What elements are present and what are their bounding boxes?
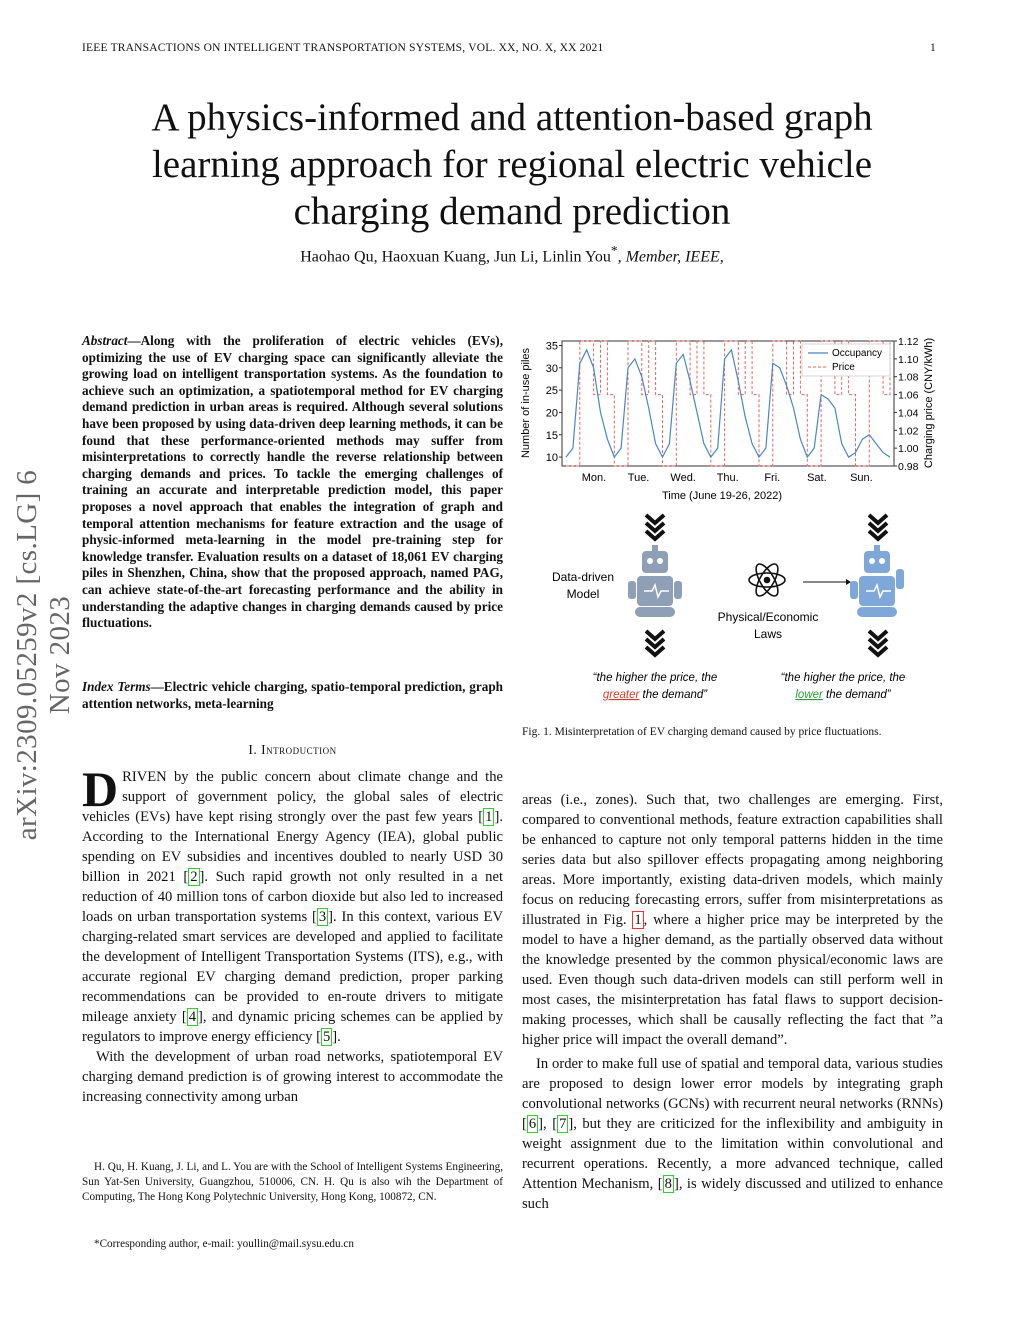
section-title: Introduction bbox=[261, 742, 337, 757]
quote-right-emphasis: lower bbox=[795, 689, 823, 701]
left-tick-label: 25 bbox=[545, 385, 558, 398]
robot-right-icon bbox=[850, 545, 904, 617]
member-ieee: , Member, IEEE, bbox=[617, 248, 724, 266]
citation-link[interactable]: 1 bbox=[485, 809, 493, 825]
quote-right-line-1: “the higher the price, the bbox=[780, 672, 906, 684]
right-tick-label: 1.10 bbox=[898, 353, 919, 366]
left-axis-ticks bbox=[546, 340, 562, 464]
left-tick-label: 35 bbox=[545, 340, 558, 353]
citation-link[interactable]: 2 bbox=[190, 869, 198, 885]
running-header: IEEE TRANSACTIONS ON INTELLIGENT TRANSPORTATION SYSTEMS, VOL. XX, NO. X, XX 2021 bbox=[82, 42, 604, 54]
atom-icon bbox=[749, 561, 785, 599]
citation-link[interactable]: 4 bbox=[188, 1009, 197, 1025]
right-tick-label: 1.00 bbox=[898, 443, 919, 456]
quote-left-emphasis: greater bbox=[602, 689, 640, 701]
right-tick-label: 1.12 bbox=[898, 336, 919, 348]
drop-cap: D bbox=[82, 761, 119, 817]
left-axis-label: Number of in-use piles bbox=[520, 347, 532, 459]
right-tick-label: 0.98 bbox=[898, 461, 919, 473]
affiliation-footnote: H. Qu, H. Kuang, J. Li, and L. You are with the School of Intelligent Systems Engineering, Sun Yat-Sen University, Guangzhou, 510006, CN. H. Qu is also wih the Department of Computing, The Hong Kong Polytechnic University, Hong Kong, 100872, CN. bbox=[82, 1161, 503, 1203]
robot-icon bbox=[628, 545, 682, 617]
corresponding-star: * bbox=[610, 243, 618, 258]
left-tick-label: 30 bbox=[545, 362, 558, 375]
quote-left-line-1: “the higher the price, the bbox=[592, 672, 718, 684]
right-axis-ticks bbox=[894, 336, 919, 473]
left-tick-label: 10 bbox=[545, 452, 558, 465]
day-tick-label: Tue. bbox=[627, 472, 650, 484]
arxiv-identifier: arXiv:2309.05259v2 [cs.LG] 6 Nov 2023 bbox=[11, 469, 76, 841]
day-tick-label: Mon. bbox=[581, 472, 607, 484]
quote-left-tail: the demand” bbox=[639, 689, 708, 701]
abstract-text: —Along with the proliferation of electric vehicles (EVs), optimizing the use of EV charging space can significantly alleviate the growing load on intelligent transportation systems. As the foundation to achieve such an optimization, a spatiotemporal method for EV charging demand prediction in urban areas is required. Although several solutions have been proposed by using data-driven deep learning methods, it can be found that these performance-oriented methods may suffer from misinterpretations to correctly handle the reverse relationship between charging demands and prices. To tackle the emerging challenges of training an accurate and interpretable prediction model, this paper proposes a novel approach that enables the integration of graph and temporal attention mechanisms for feature extraction and the usage of physic-informed meta-learning in the model pre-training step for knowledge transfer. Evaluation results on a dataset of 18,061 EV charging piles in Shenzhen, China, show that the proposed approach, named PAG, can achieve state-of-the-art forecasting performance and the ability in understanding the adaptive changes in charging demands caused by price fluctuations. bbox=[82, 333, 503, 631]
citation-link[interactable]: 6 bbox=[528, 1116, 537, 1132]
day-tick-label: Wed. bbox=[670, 472, 696, 484]
citation-link[interactable]: 5 bbox=[322, 1029, 331, 1045]
intro-left-column bbox=[82, 761, 504, 1107]
physical-laws-label-2: Laws bbox=[753, 627, 783, 641]
right-tick-label: 1.08 bbox=[898, 371, 919, 384]
section-heading bbox=[82, 742, 503, 758]
x-axis-label: Time (June 19-26, 2022) bbox=[661, 490, 783, 502]
paper-title: A physics-informed and attention-based graph learning approach for regional electric vehicle charging demand prediction bbox=[151, 96, 873, 233]
data-driven-label-2: Model bbox=[566, 587, 600, 601]
right-paragraph-1: areas (i.e., zones). Such that, two challenges are emerging. First, compared to conventional methods, feature extraction capabilities shall be enhanced to capture not only temporal patterns hidden in the time series data but also spillover effects propagating among neighboring areas. More importantly, existing data-driven models, which mainly focus on reducing forecasting errors, suffer from misinterpretations as illustrated in Fig. 1 , where a higher price may be interpreted by the model to have a higher demand, as the partially observed data without the knowledge presented by the common physical/economic laws are used. Even though such data-driven models can still perform well in most cases, the misinterpretation has fatal flaws to support decision-making processes, which shall be causally reflecting the fact that ”a higher price will impact the overall demand”. bbox=[522, 792, 943, 1048]
legend-price-label: Price bbox=[832, 362, 855, 373]
left-tick-label: 15 bbox=[545, 429, 558, 442]
citation-link[interactable]: 8 bbox=[664, 1176, 672, 1192]
citation-link[interactable]: 3 bbox=[318, 909, 327, 925]
index-terms-label: Index Terms bbox=[82, 679, 151, 694]
quote-right-line-2 bbox=[795, 689, 891, 701]
x-axis-ticks bbox=[582, 472, 873, 484]
quote-right-tail: the demand” bbox=[822, 689, 891, 701]
abstract-label: Abstract bbox=[82, 333, 128, 348]
corresponding-footnote: *Corresponding author, e-mail: youllin@mail.sysu.edu.cn bbox=[94, 1238, 354, 1250]
chart-legend bbox=[802, 344, 890, 376]
right-tick-label: 1.02 bbox=[898, 425, 919, 438]
intro-right-column bbox=[522, 790, 943, 1214]
author-line bbox=[100, 243, 924, 266]
figure-1 bbox=[518, 333, 948, 713]
page-number: 1 bbox=[930, 42, 936, 54]
day-tick-label: Fri. bbox=[764, 472, 781, 484]
index-terms bbox=[82, 679, 503, 712]
index-terms-text: —Electric vehicle charging, spatio-temporal prediction, graph attention networks, meta-learning bbox=[82, 679, 503, 711]
legend-occupancy-label: Occupancy bbox=[832, 348, 883, 359]
citation-link[interactable]: 7 bbox=[559, 1116, 567, 1132]
physical-laws-label: Physical/Economic bbox=[717, 610, 819, 624]
quote-left-line-2 bbox=[603, 689, 708, 701]
abstract bbox=[82, 333, 503, 632]
data-driven-label: Data-driven bbox=[551, 570, 615, 584]
left-tick-label: 20 bbox=[545, 407, 558, 420]
day-tick-label: Sun. bbox=[850, 472, 873, 484]
intro-paragraph-2: With the development of urban road networks, spatiotemporal EV charging demand prediction is of growing interest to accommodate the increasing connectivity among urban bbox=[82, 1049, 503, 1105]
intro-paragraph-1: DRIVEN by the public concern about climate change and the support of government policy, the global sales of electric vehicles (EVs) have kept rising strongly over the past few years [ 1 ]. According to the International Energy Agency (IEA), global public spending on EV subsidies and incentives doubled to nearly USD 30 billion in 2021 [ 2 ]. Such rapid growth not only resulted in a net reduction of 40 million tons of carbon dioxide but also led to increased loads on urban transportation systems [ 3 ]. In this context, various EV charging-related smart services are developed and applied to facilitate the development of Intelligent Transportation Systems (ITS), e.g., with accurate regional EV charging demand prediction, proper parking recommendations can be provided to en-route drivers to mitigate mileage anxiety [ 4 ], and dynamic pricing schemes can be applied by regulators to improve energy efficiency [ 5 ]. bbox=[82, 761, 504, 1045]
right-paragraph-2: In order to make full use of spatial and temporal data, various studies are proposed to design lower error models by integrating graph convolutional networks (GCNs) with recurrent neural networks (RNNs) [ 6 ], [ 7 ], but they are criticized for the inflexibility and ambiguity in weight assignment due to the limitation within convolutional and recurrent operations. Recently, a more advanced technique, called Attention Mechanism, [ 8 ], is widely discussed and utilized to enhance such bbox=[522, 1056, 943, 1212]
right-tick-label: 1.06 bbox=[898, 389, 919, 402]
day-tick-label: Thu. bbox=[716, 472, 739, 484]
figure-reference-link[interactable]: 1 bbox=[634, 912, 642, 928]
author-names: Haohao Qu, Haoxuan Kuang, Jun Li, Linlin You bbox=[300, 248, 611, 266]
right-tick-label: 1.04 bbox=[898, 407, 919, 420]
section-number: I. bbox=[248, 742, 258, 757]
right-axis-label: Charging price (CNY/kWh) bbox=[923, 337, 935, 469]
figure-caption: Fig. 1. Misinterpretation of EV charging demand caused by price fluctuations. bbox=[522, 726, 882, 738]
day-tick-label: Sat. bbox=[807, 472, 827, 484]
